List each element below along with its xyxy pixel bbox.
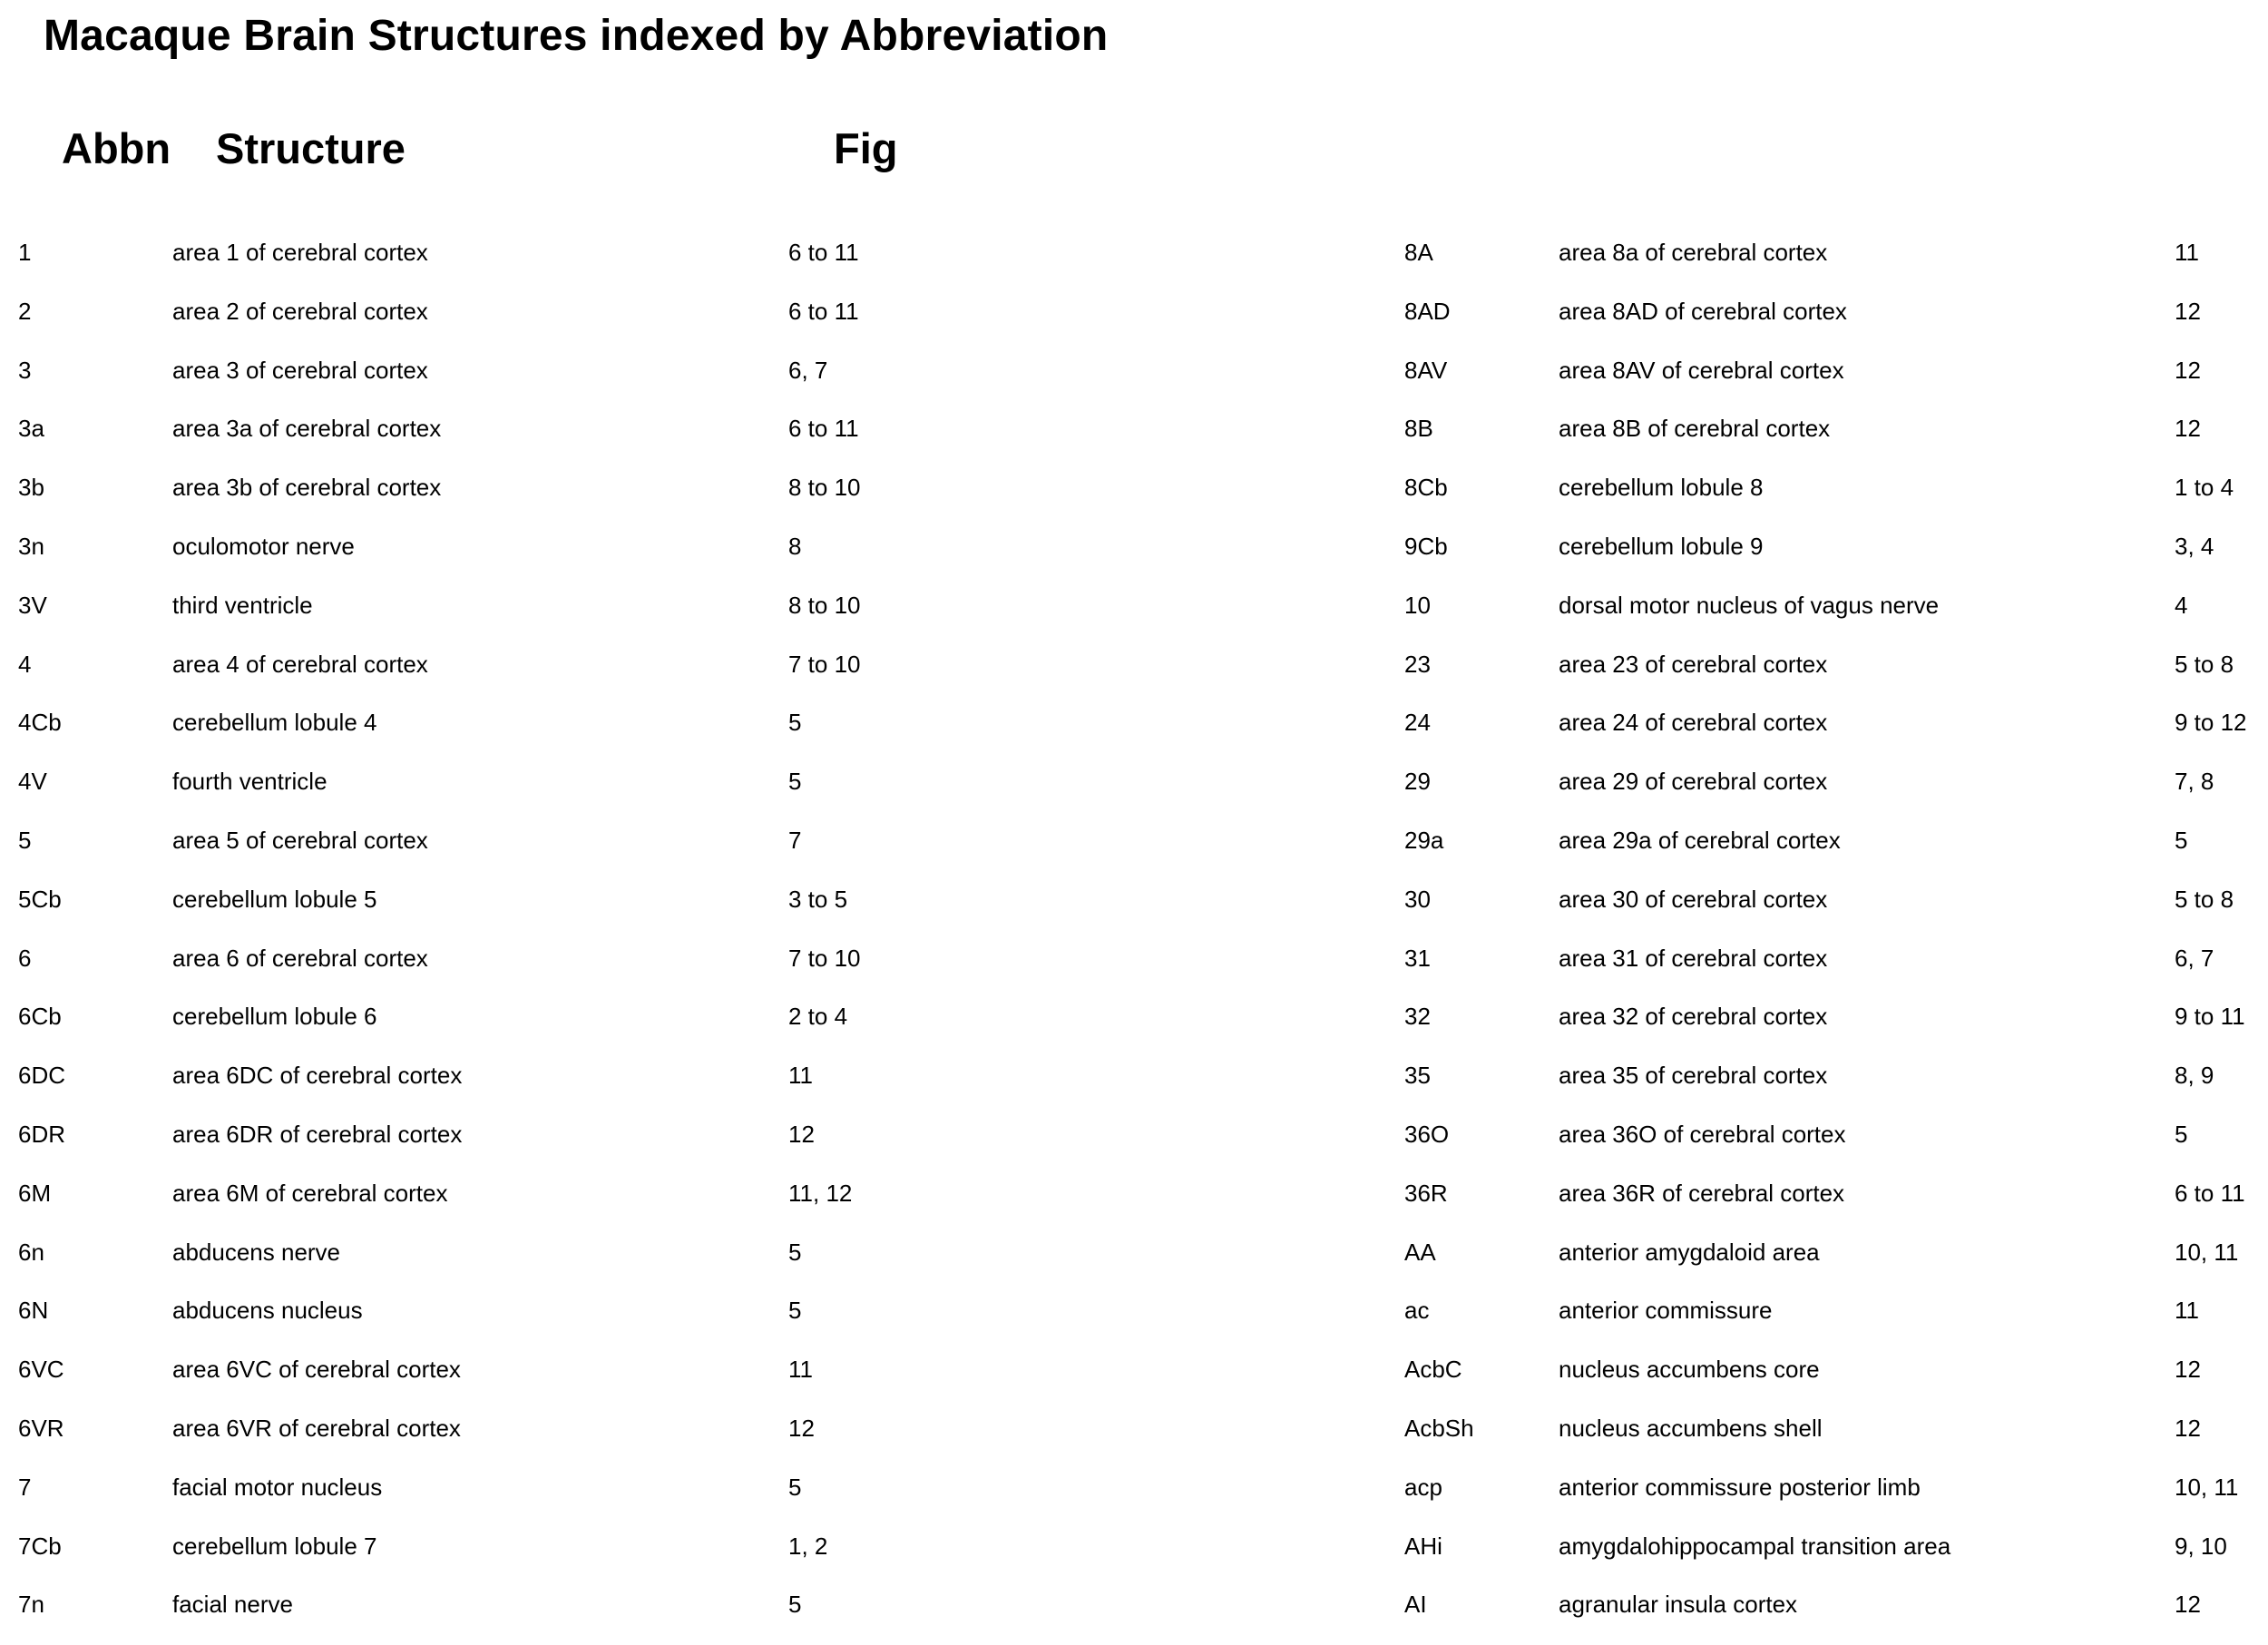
structure-name-cell: area 2 of cerebral cortex	[172, 297, 428, 325]
abbreviation-cell: 31	[1404, 944, 1431, 972]
structure-name-cell: nucleus accumbens shell	[1559, 1414, 1823, 1442]
figure-range-cell: 9 to 12	[2175, 709, 2247, 737]
figure-range-cell: 11	[2175, 1297, 2199, 1325]
structure-name-cell: area 8AD of cerebral cortex	[1559, 297, 1847, 325]
abbreviation-cell: AHi	[1404, 1532, 1442, 1560]
figure-range-cell: 7 to 10	[788, 944, 861, 972]
structure-name-cell: area 24 of cerebral cortex	[1559, 709, 1828, 737]
figure-range-cell: 11, 12	[788, 1179, 853, 1207]
figure-range-cell: 9, 10	[2175, 1532, 2227, 1560]
structure-name-cell: cerebellum lobule 4	[172, 709, 377, 737]
figure-range-cell: 1, 2	[788, 1532, 828, 1560]
column-header-abbn: Abbn	[62, 124, 171, 172]
abbreviation-cell: 4Cb	[18, 709, 62, 737]
structure-name-cell: facial nerve	[172, 1591, 293, 1619]
abbreviation-cell: 6DR	[18, 1120, 66, 1148]
structure-name-cell: cerebellum lobule 7	[172, 1532, 377, 1560]
abbreviation-cell: 30	[1404, 885, 1431, 913]
figure-range-cell: 5	[2175, 826, 2188, 854]
figure-range-cell: 4	[2175, 591, 2188, 619]
figure-range-cell: 12	[788, 1414, 815, 1442]
figure-range-cell: 5	[788, 1473, 802, 1501]
abbreviation-cell: 6N	[18, 1297, 49, 1325]
structure-name-cell: nucleus accumbens core	[1559, 1356, 1820, 1384]
figure-range-cell: 5	[2175, 1120, 2188, 1148]
figure-range-cell: 5	[788, 709, 802, 737]
abbreviation-cell: AA	[1404, 1238, 1436, 1266]
structure-name-cell: cerebellum lobule 6	[172, 1003, 377, 1031]
structure-name-cell: area 8B of cerebral cortex	[1559, 415, 1831, 443]
figure-range-cell: 12	[2175, 297, 2201, 325]
structure-name-cell: agranular insula cortex	[1559, 1591, 1798, 1619]
figure-range-cell: 10, 11	[2175, 1238, 2239, 1266]
structure-name-cell: area 36O of cerebral cortex	[1559, 1120, 1846, 1148]
structure-name-cell: cerebellum lobule 5	[172, 885, 377, 913]
structure-name-cell: area 4 of cerebral cortex	[172, 650, 428, 678]
figure-range-cell: 7	[788, 826, 802, 854]
structure-name-cell: area 6M of cerebral cortex	[172, 1179, 448, 1207]
abbreviation-cell: 3a	[18, 415, 44, 443]
page-title: Macaque Brain Structures indexed by Abbreviation	[44, 12, 1109, 60]
abbreviation-cell: 8AD	[1404, 297, 1451, 325]
abbreviation-cell: 32	[1404, 1003, 1431, 1031]
abbreviation-cell: 4	[18, 650, 32, 678]
abbreviation-cell: 29a	[1404, 826, 1444, 854]
abbreviation-cell: 9Cb	[1404, 532, 1448, 560]
figure-range-cell: 2 to 4	[788, 1003, 848, 1031]
figure-range-cell: 12	[788, 1120, 815, 1148]
figure-range-cell: 5	[788, 1238, 802, 1266]
abbreviation-cell: 8B	[1404, 415, 1433, 443]
structure-name-cell: area 3 of cerebral cortex	[172, 356, 428, 384]
figure-range-cell: 5	[788, 1591, 802, 1619]
figure-range-cell: 7, 8	[2175, 768, 2214, 796]
abbreviation-cell: 1	[18, 239, 32, 266]
structure-name-cell: area 8a of cerebral cortex	[1559, 239, 1828, 266]
figure-range-cell: 12	[2175, 1356, 2201, 1384]
abbreviation-cell: 6M	[18, 1179, 52, 1207]
abbreviation-cell: ac	[1404, 1297, 1430, 1325]
structure-name-cell: area 29 of cerebral cortex	[1559, 768, 1828, 796]
figure-range-cell: 8	[788, 532, 802, 560]
figure-range-cell: 6, 7	[788, 356, 828, 384]
abbreviation-cell: 3V	[18, 591, 47, 619]
figure-range-cell: 6, 7	[2175, 944, 2214, 972]
figure-range-cell: 1 to 4	[2175, 474, 2234, 502]
column-header-fig: Fig	[834, 124, 898, 172]
abbreviation-cell: 8AV	[1404, 356, 1448, 384]
abbreviation-cell: 6n	[18, 1238, 44, 1266]
structure-name-cell: area 35 of cerebral cortex	[1559, 1062, 1828, 1090]
structure-name-cell: area 1 of cerebral cortex	[172, 239, 428, 266]
abbreviation-cell: 5	[18, 826, 32, 854]
structure-name-cell: cerebellum lobule 8	[1559, 474, 1764, 502]
abbreviation-cell: 3n	[18, 532, 44, 560]
structure-name-cell: area 23 of cerebral cortex	[1559, 650, 1828, 678]
figure-range-cell: 12	[2175, 356, 2201, 384]
structure-name-cell: area 32 of cerebral cortex	[1559, 1003, 1828, 1031]
abbreviation-cell: 10	[1404, 591, 1431, 619]
figure-range-cell: 5	[788, 1297, 802, 1325]
structure-name-cell: abducens nerve	[172, 1238, 341, 1266]
figure-range-cell: 6 to 11	[2175, 1179, 2245, 1207]
abbreviation-cell: 36O	[1404, 1120, 1450, 1148]
structure-name-cell: area 8AV of cerebral cortex	[1559, 356, 1844, 384]
figure-range-cell: 11	[788, 1062, 813, 1090]
abbreviation-cell: 6DC	[18, 1062, 66, 1090]
abbreviation-cell: 4V	[18, 768, 47, 796]
abbreviation-cell: 2	[18, 297, 32, 325]
abbreviation-cell: AcbSh	[1404, 1414, 1474, 1442]
figure-range-cell: 3, 4	[2175, 532, 2214, 560]
figure-range-cell: 12	[2175, 415, 2201, 443]
structure-name-cell: amygdalohippocampal transition area	[1559, 1532, 1951, 1560]
figure-range-cell: 8, 9	[2175, 1062, 2214, 1090]
structure-name-cell: anterior commissure posterior limb	[1559, 1473, 1921, 1501]
structure-name-cell: area 6 of cerebral cortex	[172, 944, 428, 972]
figure-range-cell: 10, 11	[2175, 1473, 2239, 1501]
abbreviation-cell: 7Cb	[18, 1532, 62, 1560]
structure-name-cell: facial motor nucleus	[172, 1473, 383, 1501]
structure-name-cell: area 6VC of cerebral cortex	[172, 1356, 461, 1384]
structure-name-cell: area 31 of cerebral cortex	[1559, 944, 1828, 972]
abbreviation-cell: 6Cb	[18, 1003, 62, 1031]
abbreviation-cell: 6VC	[18, 1356, 64, 1384]
figure-range-cell: 12	[2175, 1591, 2201, 1619]
structure-name-cell: abducens nucleus	[172, 1297, 363, 1325]
structure-name-cell: area 6VR of cerebral cortex	[172, 1414, 461, 1442]
structure-name-cell: area 6DR of cerebral cortex	[172, 1120, 463, 1148]
structure-name-cell: area 5 of cerebral cortex	[172, 826, 428, 854]
abbreviation-cell: 23	[1404, 650, 1431, 678]
structure-name-cell: area 29a of cerebral cortex	[1559, 826, 1841, 854]
structure-name-cell: area 36R of cerebral cortex	[1559, 1179, 1845, 1207]
abbreviation-cell: 3b	[18, 474, 44, 502]
structure-name-cell: anterior amygdaloid area	[1559, 1238, 1820, 1266]
abbreviation-cell: 35	[1404, 1062, 1431, 1090]
structure-name-cell: oculomotor nerve	[172, 532, 355, 560]
abbreviation-cell: 6	[18, 944, 32, 972]
structure-name-cell: area 3a of cerebral cortex	[172, 415, 442, 443]
abbreviation-cell: AcbC	[1404, 1356, 1462, 1384]
structure-name-cell: third ventricle	[172, 591, 313, 619]
figure-range-cell: 6 to 11	[788, 297, 859, 325]
figure-range-cell: 6 to 11	[788, 415, 859, 443]
structure-name-cell: area 3b of cerebral cortex	[172, 474, 442, 502]
figure-range-cell: 11	[788, 1356, 813, 1384]
figure-range-cell: 8 to 10	[788, 591, 861, 619]
structure-name-cell: dorsal motor nucleus of vagus nerve	[1559, 591, 1940, 619]
abbreviation-cell: 36R	[1404, 1179, 1448, 1207]
figure-range-cell: 8 to 10	[788, 474, 861, 502]
structure-name-cell: anterior commissure	[1559, 1297, 1773, 1325]
figure-range-cell: 5 to 8	[2175, 885, 2234, 913]
figure-range-cell: 11	[2175, 239, 2199, 266]
abbreviation-cell: 5Cb	[18, 885, 62, 913]
figure-range-cell: 5	[788, 768, 802, 796]
figure-range-cell: 9 to 11	[2175, 1003, 2245, 1031]
figure-range-cell: 5 to 8	[2175, 650, 2234, 678]
abbreviation-cell: AI	[1404, 1591, 1427, 1619]
abbreviation-cell: 3	[18, 356, 32, 384]
abbreviation-cell: 7	[18, 1473, 32, 1501]
abbreviation-cell: acp	[1404, 1473, 1442, 1501]
abbreviation-cell: 29	[1404, 768, 1431, 796]
abbreviation-cell: 8Cb	[1404, 474, 1448, 502]
structure-name-cell: area 6DC of cerebral cortex	[172, 1062, 463, 1090]
figure-range-cell: 6 to 11	[788, 239, 859, 266]
structure-name-cell: cerebellum lobule 9	[1559, 532, 1764, 560]
abbreviation-cell: 8A	[1404, 239, 1433, 266]
abbreviation-cell: 24	[1404, 709, 1431, 737]
abbreviation-cell: 6VR	[18, 1414, 64, 1442]
structure-name-cell: area 30 of cerebral cortex	[1559, 885, 1828, 913]
figure-range-cell: 3 to 5	[788, 885, 848, 913]
structure-name-cell: fourth ventricle	[172, 768, 327, 796]
figure-range-cell: 7 to 10	[788, 650, 861, 678]
abbreviation-cell: 7n	[18, 1591, 44, 1619]
column-header-structure: Structure	[216, 124, 406, 172]
figure-range-cell: 12	[2175, 1414, 2201, 1442]
